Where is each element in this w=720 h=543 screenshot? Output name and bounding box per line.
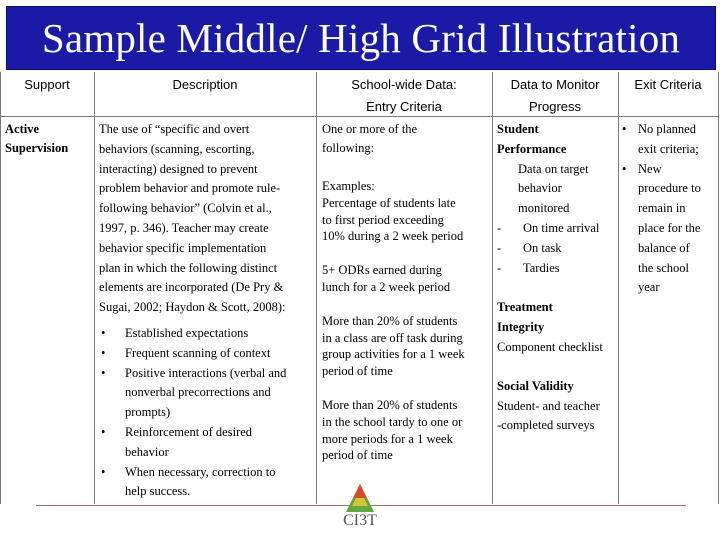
description-bullet-list xyxy=(99,324,313,502)
list-item: - On time arrival xyxy=(497,220,600,235)
treatment-integrity-text: Component checklist xyxy=(497,339,603,354)
monitor-progress-cell xyxy=(497,120,617,436)
list-item: - Tardies xyxy=(497,260,560,275)
logo-text: CI3T xyxy=(343,512,377,529)
entry-item: More than 20% of students in the school tardy to one or more periods for a 1 week period of time xyxy=(322,397,463,463)
social-validity-heading: Social Validity xyxy=(497,378,574,393)
entry-item: More than 20% of students in a class are off task during group activities for a 1 week period of time xyxy=(322,313,465,379)
ci3t-logo xyxy=(340,482,380,538)
exit-criteria-cell xyxy=(622,120,718,298)
student-performance-subtext: Data on target behavior monitored xyxy=(518,161,589,216)
support-cell: Active Supervision xyxy=(5,122,69,155)
header-schoolwide-data: School-wide Data: Entry Criteria xyxy=(351,77,457,114)
grid-divider-3 xyxy=(492,72,493,504)
entry-intro: One or more of the following: xyxy=(322,122,418,155)
treatment-integrity-heading: Treatment Integrity xyxy=(497,300,553,335)
list-item: • When necessary, correction to help success. xyxy=(101,464,276,499)
grid-border-right xyxy=(718,72,719,504)
social-validity-text: Student- and teacher -completed surveys xyxy=(497,398,600,433)
list-item: • New procedure to remain in place for the balance of the school year xyxy=(622,161,701,295)
list-item: • Reinforcement of desired behavior xyxy=(101,424,253,459)
header-exit-criteria: Exit Criteria xyxy=(634,77,702,92)
exit-criteria-list xyxy=(622,120,718,298)
header-data-to-monitor: Data to Monitor Progress xyxy=(510,77,600,114)
performance-measures-list xyxy=(497,219,617,278)
description-paragraph: The use of “specific and overt behaviors (scanning, escorting, interacting) designed to prevent problem behavior and promote rule- following behavior” (Colvin et al., 1997, p. 346). Teacher may create behavior specific implementation plan in which the following distinct elements are incorporated (De Pry & Sugai, 2002; Haydon & Scott, 2008): xyxy=(99,122,286,315)
grid-divider-1 xyxy=(94,72,95,504)
list-item: • Established expectations xyxy=(101,325,249,340)
list-item: • Positive interactions (verbal and nonverbal precorrections and prompts) xyxy=(101,365,287,420)
student-performance-heading: Student Performance xyxy=(497,122,567,156)
description-cell xyxy=(99,120,313,502)
entry-item: Examples: Percentage of students late to first period exceeding 10% during a 2 week period xyxy=(322,179,464,244)
support-grid-table xyxy=(0,72,720,504)
grid-divider-4 xyxy=(618,72,619,504)
grid-border-left xyxy=(0,72,1,504)
header-description: Description xyxy=(172,77,238,92)
list-item: • No planned exit criteria; xyxy=(622,122,699,156)
entry-item: 5+ ODRs earned during lunch for a 2 week period xyxy=(322,263,451,294)
page-title: Sample Middle/ High Grid Illustration xyxy=(41,15,681,61)
list-item: - On task xyxy=(497,240,562,255)
entry-criteria-cell xyxy=(322,120,490,464)
header-support: Support xyxy=(24,77,70,92)
list-item: • Frequent scanning of context xyxy=(101,345,271,360)
grid-divider-2 xyxy=(316,72,317,504)
title-banner xyxy=(6,6,716,70)
